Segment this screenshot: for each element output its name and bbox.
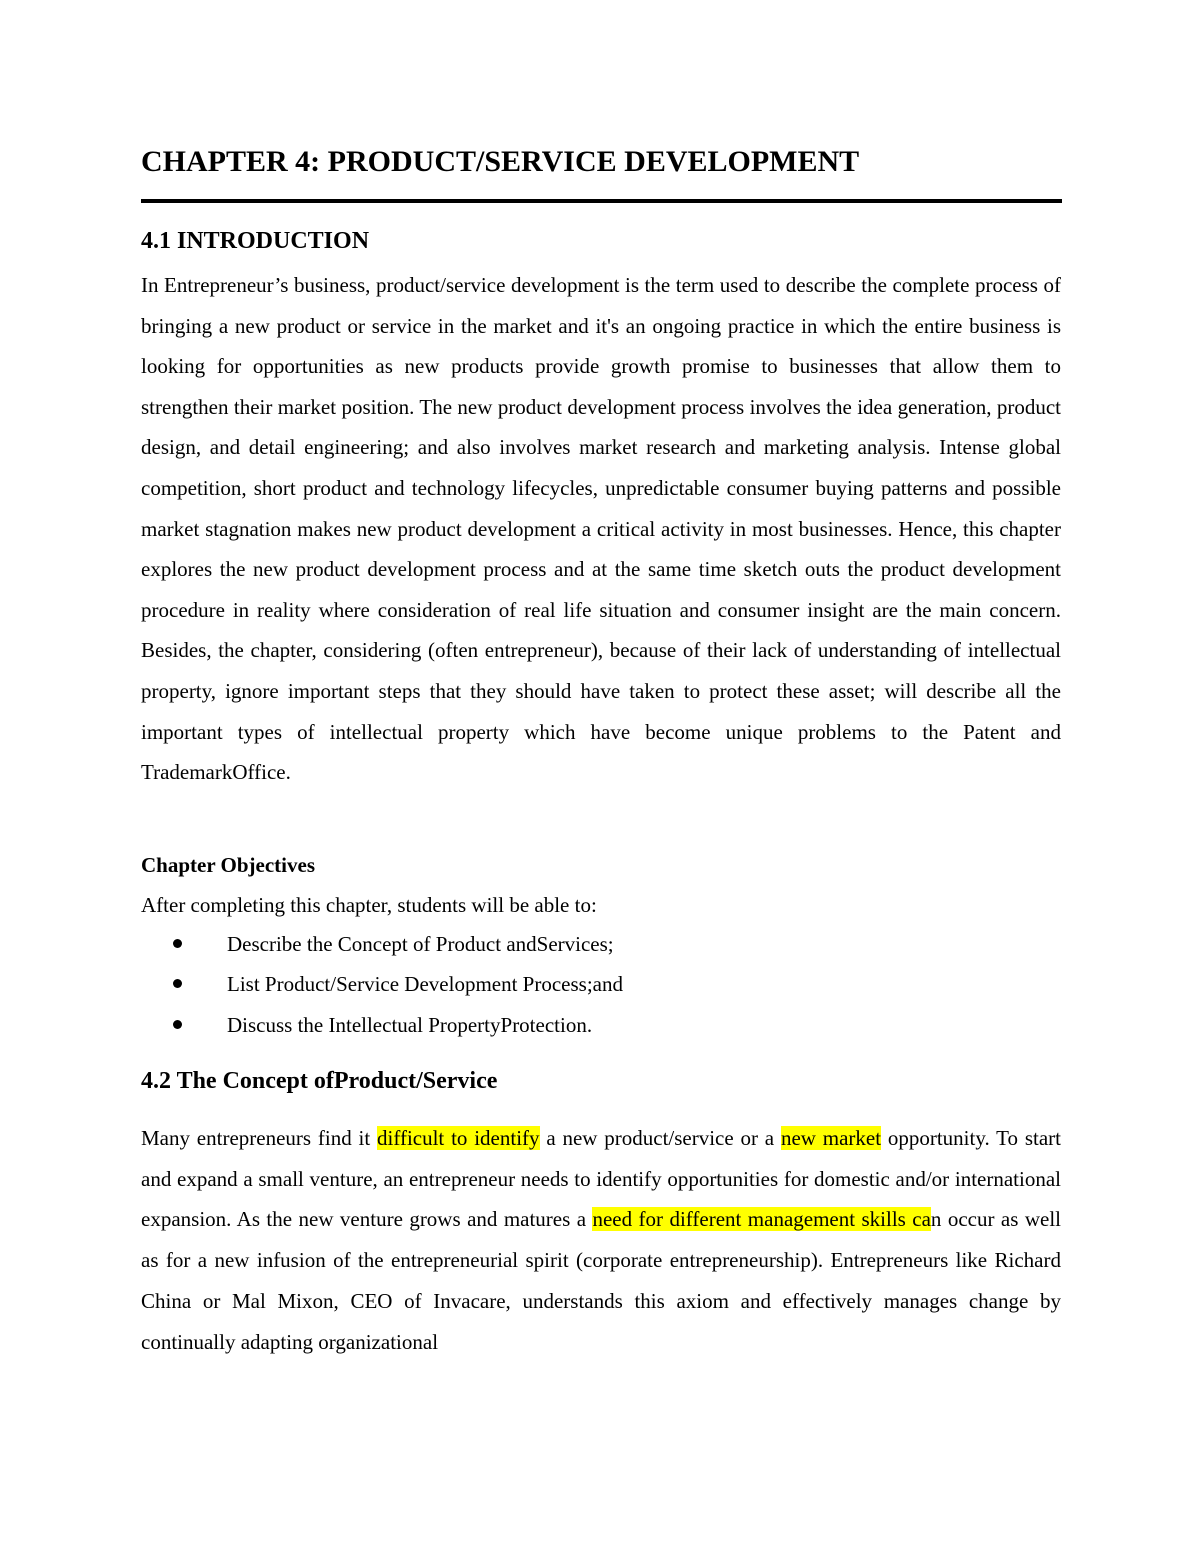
highlighted-text: need for different management skills ca [592, 1207, 931, 1232]
bullet-icon [173, 979, 182, 988]
objective-text: List Product/Service Development Process;and [227, 972, 623, 997]
introduction-heading: 4.1 INTRODUCTION [141, 228, 370, 254]
highlighted-text: difficult to identify [377, 1126, 540, 1150]
bullet-icon [173, 939, 182, 948]
concept-text: Many entrepreneurs find it [141, 1126, 377, 1150]
concept-text: n occur as well as for a new infusion of the entrepreneurial spirit (corporate entrepreneurship). Entrepreneurs like Richard China or Mal Mixon, CEO of Invacare, understands this axiom and effectively manages change by continually adapting organizational [141, 1207, 1061, 1354]
concept-text: a new product/service or a [539, 1126, 781, 1150]
introduction-paragraph: In Entrepreneur’s business, product/service development is the term used to describe the complete process of bringing a new product or service in the market and it's an ongoing practice in which the entire business is looking for opportunities as new products provide growth promise to businesses that allow them to strengthen their market position. The new product development process involves the idea generation, product design, and detail engineering; and also involves market research and marketing analysis. Intense global competition, short product and technology lifecycles, unpredictable consumer buying patterns and possible market stagnation makes new product development a critical activity in most businesses. Hence, this chapter explores the new product development process and at the same time sketch outs the product development procedure in reality where consideration of real life situation and consumer insight are the main concern. Besides, the chapter, considering (often entrepreneur), because of their lack of understanding of intellectual property, ignore important steps that they should have taken to protect these asset; will describe all the important types of intellectual property which have become unique problems to the Patent and TrademarkOffice. [141, 273, 1061, 785]
title-rule [141, 199, 1062, 203]
objectives-heading: Chapter Objectives [141, 853, 315, 877]
concept-text: opportunity. To start and expand a small venture, an entrepreneur needs to identify opportunities for domestic and/or international expansion. As the new venture grows and matures a [141, 1126, 1061, 1232]
highlighted-text: new market [780, 1126, 882, 1150]
concept-heading: 4.2 The Concept ofProduct/Service [141, 1068, 498, 1094]
chapter-title: CHAPTER 4: PRODUCT/SERVICE DEVELOPMENT [141, 145, 860, 178]
concept-paragraph [141, 1118, 1061, 1362]
objective-text: Describe the Concept of Product andServices; [227, 932, 614, 956]
bullet-icon [173, 1020, 182, 1029]
objectives-lead: After completing this chapter, students will be able to: [141, 893, 597, 917]
objective-text: Discuss the Intellectual PropertyProtection. [227, 1012, 593, 1037]
